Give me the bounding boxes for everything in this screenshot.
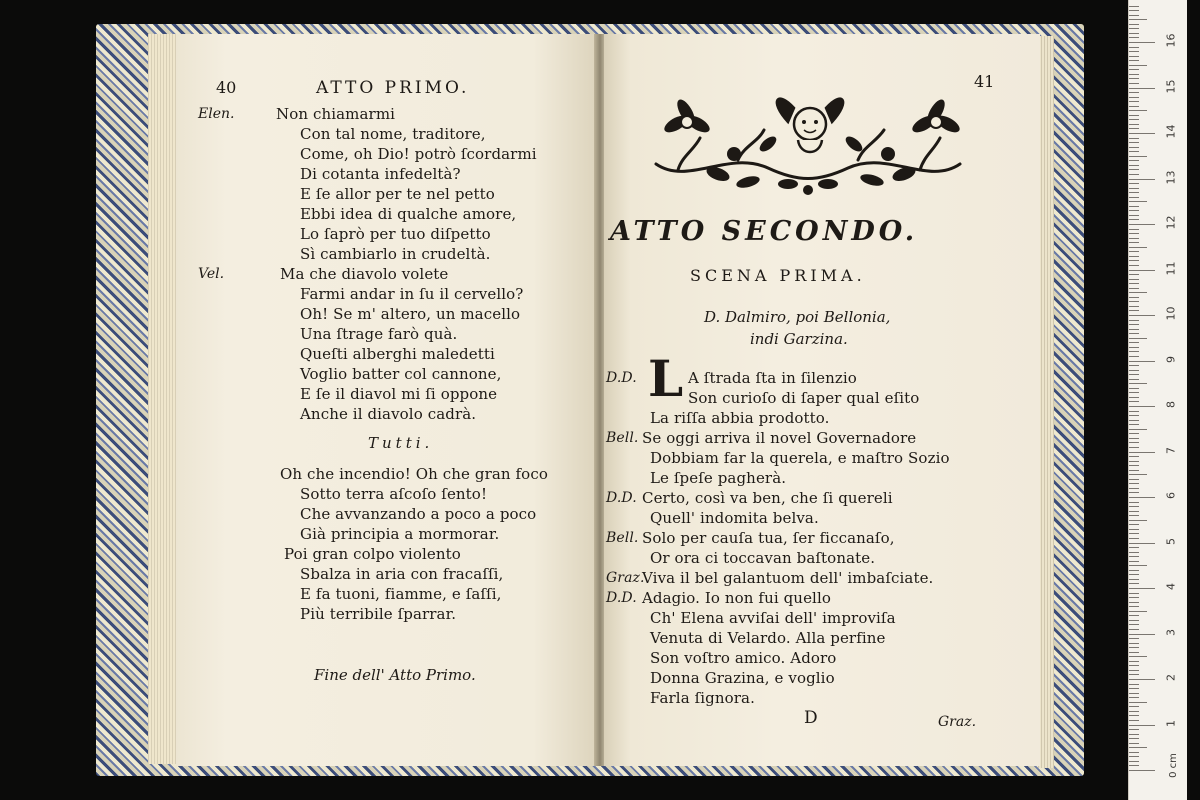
ruler-tick <box>1129 420 1139 421</box>
ruler-tick <box>1129 288 1139 289</box>
dialogue-line: Son curioſo di ſaper qual eſito <box>688 389 920 407</box>
ruler-tick <box>1129 110 1147 111</box>
ruler-tick <box>1129 347 1139 348</box>
ruler-tick <box>1129 397 1139 398</box>
ruler-tick <box>1129 383 1147 384</box>
ruler-tick <box>1129 424 1139 425</box>
ruler-tick <box>1129 338 1147 339</box>
ruler-tick <box>1129 492 1139 493</box>
ruler-tick <box>1129 693 1139 694</box>
ruler-tick <box>1129 65 1147 66</box>
ruler-tick <box>1129 511 1139 512</box>
ruler-tick <box>1129 133 1155 134</box>
ruler-tick <box>1129 520 1147 521</box>
ruler-tick <box>1129 215 1139 216</box>
ruler-tick <box>1129 702 1147 703</box>
ruler-number: 3 <box>1164 628 1178 636</box>
ruler-tick <box>1129 374 1139 375</box>
ruler-tick <box>1129 242 1139 243</box>
ruler-tick <box>1129 611 1147 612</box>
ruler-tick <box>1129 706 1139 707</box>
verse-line: Ma che diavolo volete <box>280 265 449 283</box>
verse-line: Ebbi idea di qualche amore, <box>300 205 517 223</box>
ruler-number: 4 <box>1164 583 1178 590</box>
ruler-tick <box>1129 770 1155 771</box>
ruler-number: 13 <box>1164 170 1178 184</box>
dialogue-line: Adagio. Io non fui quello <box>642 589 831 607</box>
ruler-tick <box>1129 251 1139 252</box>
ruler-tick <box>1129 219 1139 220</box>
page-number-left: 40 <box>216 78 237 97</box>
measurement-ruler <box>1128 0 1187 800</box>
ruler-number: 11 <box>1164 261 1178 275</box>
verse-line: Oh! Se m' altero, un macello <box>300 305 521 323</box>
verse-line: Farmi andar in ſu il cervello? <box>300 285 524 303</box>
dialogue-line: Viva il bel galantuom dell' imbaſciate. <box>642 569 934 587</box>
ruler-tick <box>1129 734 1139 735</box>
ruler-unit-label: 0 cm <box>1167 753 1179 778</box>
ruler-tick <box>1129 233 1139 234</box>
ruler-number: 14 <box>1164 124 1178 139</box>
ruler-tick <box>1129 711 1139 712</box>
speaker-label: D.D. <box>606 370 637 386</box>
ruler-tick <box>1129 488 1139 489</box>
ruler-tick <box>1129 47 1139 48</box>
right-page-edges <box>1038 36 1054 768</box>
ruler-tick <box>1129 556 1139 557</box>
ruler-tick <box>1129 652 1139 653</box>
ruler-tick <box>1129 588 1155 589</box>
headpiece-ornament <box>648 90 968 198</box>
ruler-tick <box>1129 738 1139 739</box>
ruler-tick <box>1129 515 1139 516</box>
ruler-number: 5 <box>1164 537 1178 545</box>
ruler-tick <box>1129 197 1139 198</box>
ruler-tick <box>1129 743 1139 744</box>
ruler-tick <box>1129 92 1139 93</box>
ruler-tick <box>1129 256 1139 257</box>
ruler-tick <box>1129 643 1139 644</box>
ruler-tick <box>1129 715 1139 716</box>
stage-direction-line-2: indi Garzina. <box>750 330 848 348</box>
ruler-tick <box>1129 147 1139 148</box>
ruler-tick <box>1129 684 1139 685</box>
act-title: ATTO SECONDO. <box>610 216 919 247</box>
ruler-tick <box>1129 483 1139 484</box>
ruler-tick <box>1129 174 1139 175</box>
ruler-tick <box>1129 306 1139 307</box>
verse-line: Lo ſaprò per tuo diſpetto <box>300 225 491 243</box>
ruler-tick <box>1129 33 1139 34</box>
dialogue-line: Donna Grazina, e voglio <box>650 669 835 687</box>
ruler-tick <box>1129 634 1155 635</box>
running-head: ATTO PRIMO. <box>316 78 470 98</box>
ruler-tick <box>1129 365 1139 366</box>
verse-line: Di cotanta infedeltà? <box>300 165 461 183</box>
ruler-number: 10 <box>1164 306 1178 321</box>
ruler-tick <box>1129 725 1155 726</box>
dialogue-line: Farla ſignora. <box>650 689 755 707</box>
ruler-tick <box>1129 756 1139 757</box>
ruler-tick <box>1129 342 1139 343</box>
ruler-tick <box>1129 765 1139 766</box>
dialogue-line: Se oggi arriva il novel Governadore <box>642 429 917 447</box>
ruler-tick <box>1129 301 1139 302</box>
ruler-tick <box>1129 406 1155 407</box>
ruler-tick <box>1129 565 1147 566</box>
ruler-tick <box>1129 115 1139 116</box>
verse-line: Anche il diavolo cadrà. <box>300 405 477 423</box>
ruler-tick <box>1129 479 1139 480</box>
ruler-tick <box>1129 169 1139 170</box>
ruler-number: 12 <box>1164 215 1178 230</box>
ruler-tick <box>1129 51 1139 52</box>
ruler-tick <box>1129 283 1139 284</box>
signature-mark: D <box>804 708 818 728</box>
ruler-tick <box>1129 24 1139 25</box>
ruler-tick <box>1129 201 1147 202</box>
ruler-tick <box>1129 570 1139 571</box>
ruler-tick <box>1129 83 1139 84</box>
tutti-verse-line: Più terribile ſparrar. <box>300 605 457 623</box>
verse-line: Come, oh Dio! potrò ſcordarmi <box>300 145 537 163</box>
ruler-tick <box>1129 602 1139 603</box>
ruler-tick <box>1129 697 1139 698</box>
ruler-tick <box>1129 247 1147 248</box>
speaker-label: D.D. <box>606 490 637 506</box>
ruler-tick <box>1129 433 1139 434</box>
ruler-tick <box>1129 324 1139 325</box>
dialogue-line: Son voſtro amico. Adoro <box>650 649 837 667</box>
ruler-tick <box>1129 524 1139 525</box>
ruler-tick <box>1129 720 1139 721</box>
ruler-tick <box>1129 292 1147 293</box>
dialogue-line: Certo, così va ben, che ſi quereli <box>642 489 893 507</box>
ruler-tick <box>1129 265 1139 266</box>
ruler-tick <box>1129 315 1155 316</box>
ruler-tick <box>1129 138 1139 139</box>
ruler-tick <box>1129 279 1139 280</box>
ruler-tick <box>1129 238 1139 239</box>
ruler-tick <box>1129 260 1139 261</box>
ruler-tick <box>1129 438 1139 439</box>
end-of-act-note: Fine dell' Atto Primo. <box>314 666 476 684</box>
verse-line: Voglio batter col cannone, <box>300 365 502 383</box>
ruler-tick <box>1129 465 1139 466</box>
dialogue-line: La riſſa abbia prodotto. <box>650 409 830 427</box>
ruler-tick <box>1129 411 1139 412</box>
ruler-tick <box>1129 506 1139 507</box>
ruler-tick <box>1129 156 1147 157</box>
verse-line: Queſti alberghi maledetti <box>300 345 495 363</box>
ruler-tick <box>1129 6 1139 7</box>
ruler-tick <box>1129 229 1139 230</box>
ruler-tick <box>1129 624 1139 625</box>
ruler-tick <box>1129 183 1139 184</box>
ruler-tick <box>1129 351 1139 352</box>
tutti-verse-line: Poi gran colpo violento <box>284 545 461 563</box>
ruler-tick <box>1129 606 1139 607</box>
tutti-heading: Tutti. <box>368 434 434 452</box>
ruler-number: 1 <box>1164 719 1178 727</box>
ruler-tick <box>1129 688 1139 689</box>
ruler-tick <box>1129 747 1147 748</box>
ruler-tick <box>1129 329 1139 330</box>
ruler-tick <box>1129 60 1139 61</box>
verse-line: Una ſtrage farò quà. <box>300 325 458 343</box>
ruler-tick <box>1129 452 1155 453</box>
speaker-elen: Elen. <box>198 106 235 122</box>
ruler-tick <box>1129 56 1139 57</box>
ruler-tick <box>1129 629 1139 630</box>
ruler-tick <box>1129 356 1139 357</box>
tutti-verse-line: Sotto terra aſcoſo ſento! <box>300 485 488 503</box>
stage-direction-line-1: D. Dalmiro, poi Bellonia, <box>704 308 891 326</box>
ruler-tick <box>1129 101 1139 102</box>
ruler-tick <box>1129 310 1139 311</box>
ruler-number: 15 <box>1164 79 1178 93</box>
ruler-tick <box>1129 106 1139 107</box>
ruler-tick <box>1129 19 1147 20</box>
ruler-tick <box>1129 497 1155 498</box>
page-number-right: 41 <box>974 72 995 91</box>
ruler-tick <box>1129 442 1139 443</box>
ruler-tick <box>1129 647 1139 648</box>
ruler-tick <box>1129 370 1139 371</box>
ruler-tick <box>1129 297 1139 298</box>
ruler-tick <box>1129 638 1139 639</box>
ruler-number: 7 <box>1164 446 1178 454</box>
ruler-tick <box>1129 74 1139 75</box>
ruler-tick <box>1129 474 1147 475</box>
ruler-tick <box>1129 124 1139 125</box>
ruler-tick <box>1129 574 1139 575</box>
tutti-verse-line: E fa tuoni, fiamme, e ſaſſi, <box>300 585 502 603</box>
ruler-tick <box>1129 729 1139 730</box>
tutti-verse-line: Che avvanzando a poco a poco <box>300 505 537 523</box>
speaker-label: Graz. <box>606 570 645 586</box>
ruler-number: 16 <box>1164 33 1178 48</box>
verse-line: E ſe il diavol mi ſi oppone <box>300 385 498 403</box>
ruler-number: 2 <box>1164 674 1178 681</box>
right-page <box>604 34 1040 766</box>
ruler-tick <box>1129 620 1139 621</box>
verse-line: E ſe allor per te nel petto <box>300 185 495 203</box>
ruler-tick <box>1129 179 1155 180</box>
ruler-tick <box>1129 361 1155 362</box>
ruler-tick <box>1129 392 1139 393</box>
ruler-tick <box>1129 656 1147 657</box>
ruler-tick <box>1129 661 1139 662</box>
ruler-tick <box>1129 119 1139 120</box>
ruler-tick <box>1129 42 1155 43</box>
ruler-tick <box>1129 593 1139 594</box>
ruler-tick <box>1129 761 1139 762</box>
dialogue-line: Solo per cauſa tua, ſer ficcanaſo, <box>642 529 895 547</box>
dialogue-line: Ch' Elena avviſai dell' improviſa <box>650 609 896 627</box>
ruler-tick <box>1129 547 1139 548</box>
dialogue-line: A ſtrada ſta in ſilenzio <box>688 369 857 387</box>
ruler-tick <box>1129 552 1139 553</box>
ruler-tick <box>1129 160 1139 161</box>
ruler-tick <box>1129 615 1139 616</box>
dialogue-line: Dobbiam far la querela, e maſtro Sozio <box>650 449 950 467</box>
ruler-tick <box>1129 579 1139 580</box>
verse-line: Non chiamarmi <box>276 105 396 123</box>
ruler-tick <box>1129 388 1139 389</box>
ruler-tick <box>1129 165 1139 166</box>
ruler-tick <box>1129 379 1139 380</box>
ruler-tick <box>1129 538 1139 539</box>
tutti-verse-line: Sbalza in aria con fracaſſi, <box>300 565 504 583</box>
ruler-tick <box>1129 461 1139 462</box>
verse-line: Sì cambiarlo in crudeltà. <box>300 245 491 263</box>
ruler-tick <box>1129 206 1139 207</box>
ruler-tick <box>1129 97 1139 98</box>
ruler-tick <box>1129 752 1139 753</box>
ruler-tick <box>1129 10 1139 11</box>
ruler-tick <box>1129 502 1139 503</box>
ruler-tick <box>1129 37 1139 38</box>
ruler-tick <box>1129 679 1155 680</box>
ruler-number: 6 <box>1164 492 1178 499</box>
tutti-verse-line: Oh che incendio! Oh che gran foco <box>280 465 548 483</box>
tutti-verse-line: Già principia a mormorar. <box>300 525 500 543</box>
speaker-label: Bell. <box>606 530 639 546</box>
ruler-tick <box>1129 674 1139 675</box>
ruler-tick <box>1129 597 1139 598</box>
ruler-tick <box>1129 320 1139 321</box>
dialogue-line: Venuta di Velardo. Alla perfine <box>650 629 886 647</box>
ruler-tick <box>1129 543 1155 544</box>
ruler-tick <box>1129 274 1139 275</box>
ruler-tick <box>1129 561 1139 562</box>
ruler-tick <box>1129 583 1139 584</box>
ruler-tick <box>1129 456 1139 457</box>
ruler-tick <box>1129 15 1139 16</box>
ruler-tick <box>1129 533 1139 534</box>
ruler-number: 9 <box>1164 355 1178 363</box>
left-page-edges <box>148 34 177 764</box>
ruler-tick <box>1129 224 1155 225</box>
ruler-tick <box>1129 429 1147 430</box>
left-page <box>176 34 596 766</box>
ruler-tick <box>1129 210 1139 211</box>
dialogue-line: Or ora ci toccavan baſtonate. <box>650 549 876 567</box>
speaker-label: D.D. <box>606 590 637 606</box>
ruler-tick <box>1129 333 1139 334</box>
ruler-tick <box>1129 529 1139 530</box>
ruler-tick <box>1129 665 1139 666</box>
drop-cap: L <box>648 349 684 408</box>
ruler-tick <box>1129 142 1139 143</box>
floral-ornament-icon <box>648 90 968 198</box>
catchword: Graz. <box>938 714 977 730</box>
ruler-tick <box>1129 401 1139 402</box>
ruler-tick <box>1129 28 1139 29</box>
ruler-tick <box>1129 78 1139 79</box>
ruler-tick <box>1129 128 1139 129</box>
ruler-tick <box>1129 88 1155 89</box>
ruler-number: 8 <box>1164 401 1178 408</box>
ruler-tick <box>1129 69 1139 70</box>
ruler-tick <box>1129 447 1139 448</box>
dialogue-line: Le ſpeſe pagherà. <box>650 469 787 487</box>
ruler-tick <box>1129 192 1139 193</box>
speaker-label: Bell. <box>606 430 639 446</box>
ruler-tick <box>1129 188 1139 189</box>
dialogue-line: Quell' indomita belva. <box>650 509 819 527</box>
ruler-tick <box>1129 415 1139 416</box>
ruler-tick <box>1129 470 1139 471</box>
scene-title: SCENA PRIMA. <box>690 266 866 285</box>
ruler-tick <box>1129 670 1139 671</box>
ruler-tick <box>1129 151 1139 152</box>
speaker-vel: Vel. <box>198 266 225 282</box>
ruler-tick <box>1129 270 1155 271</box>
verse-line: Con tal nome, traditore, <box>300 125 486 143</box>
